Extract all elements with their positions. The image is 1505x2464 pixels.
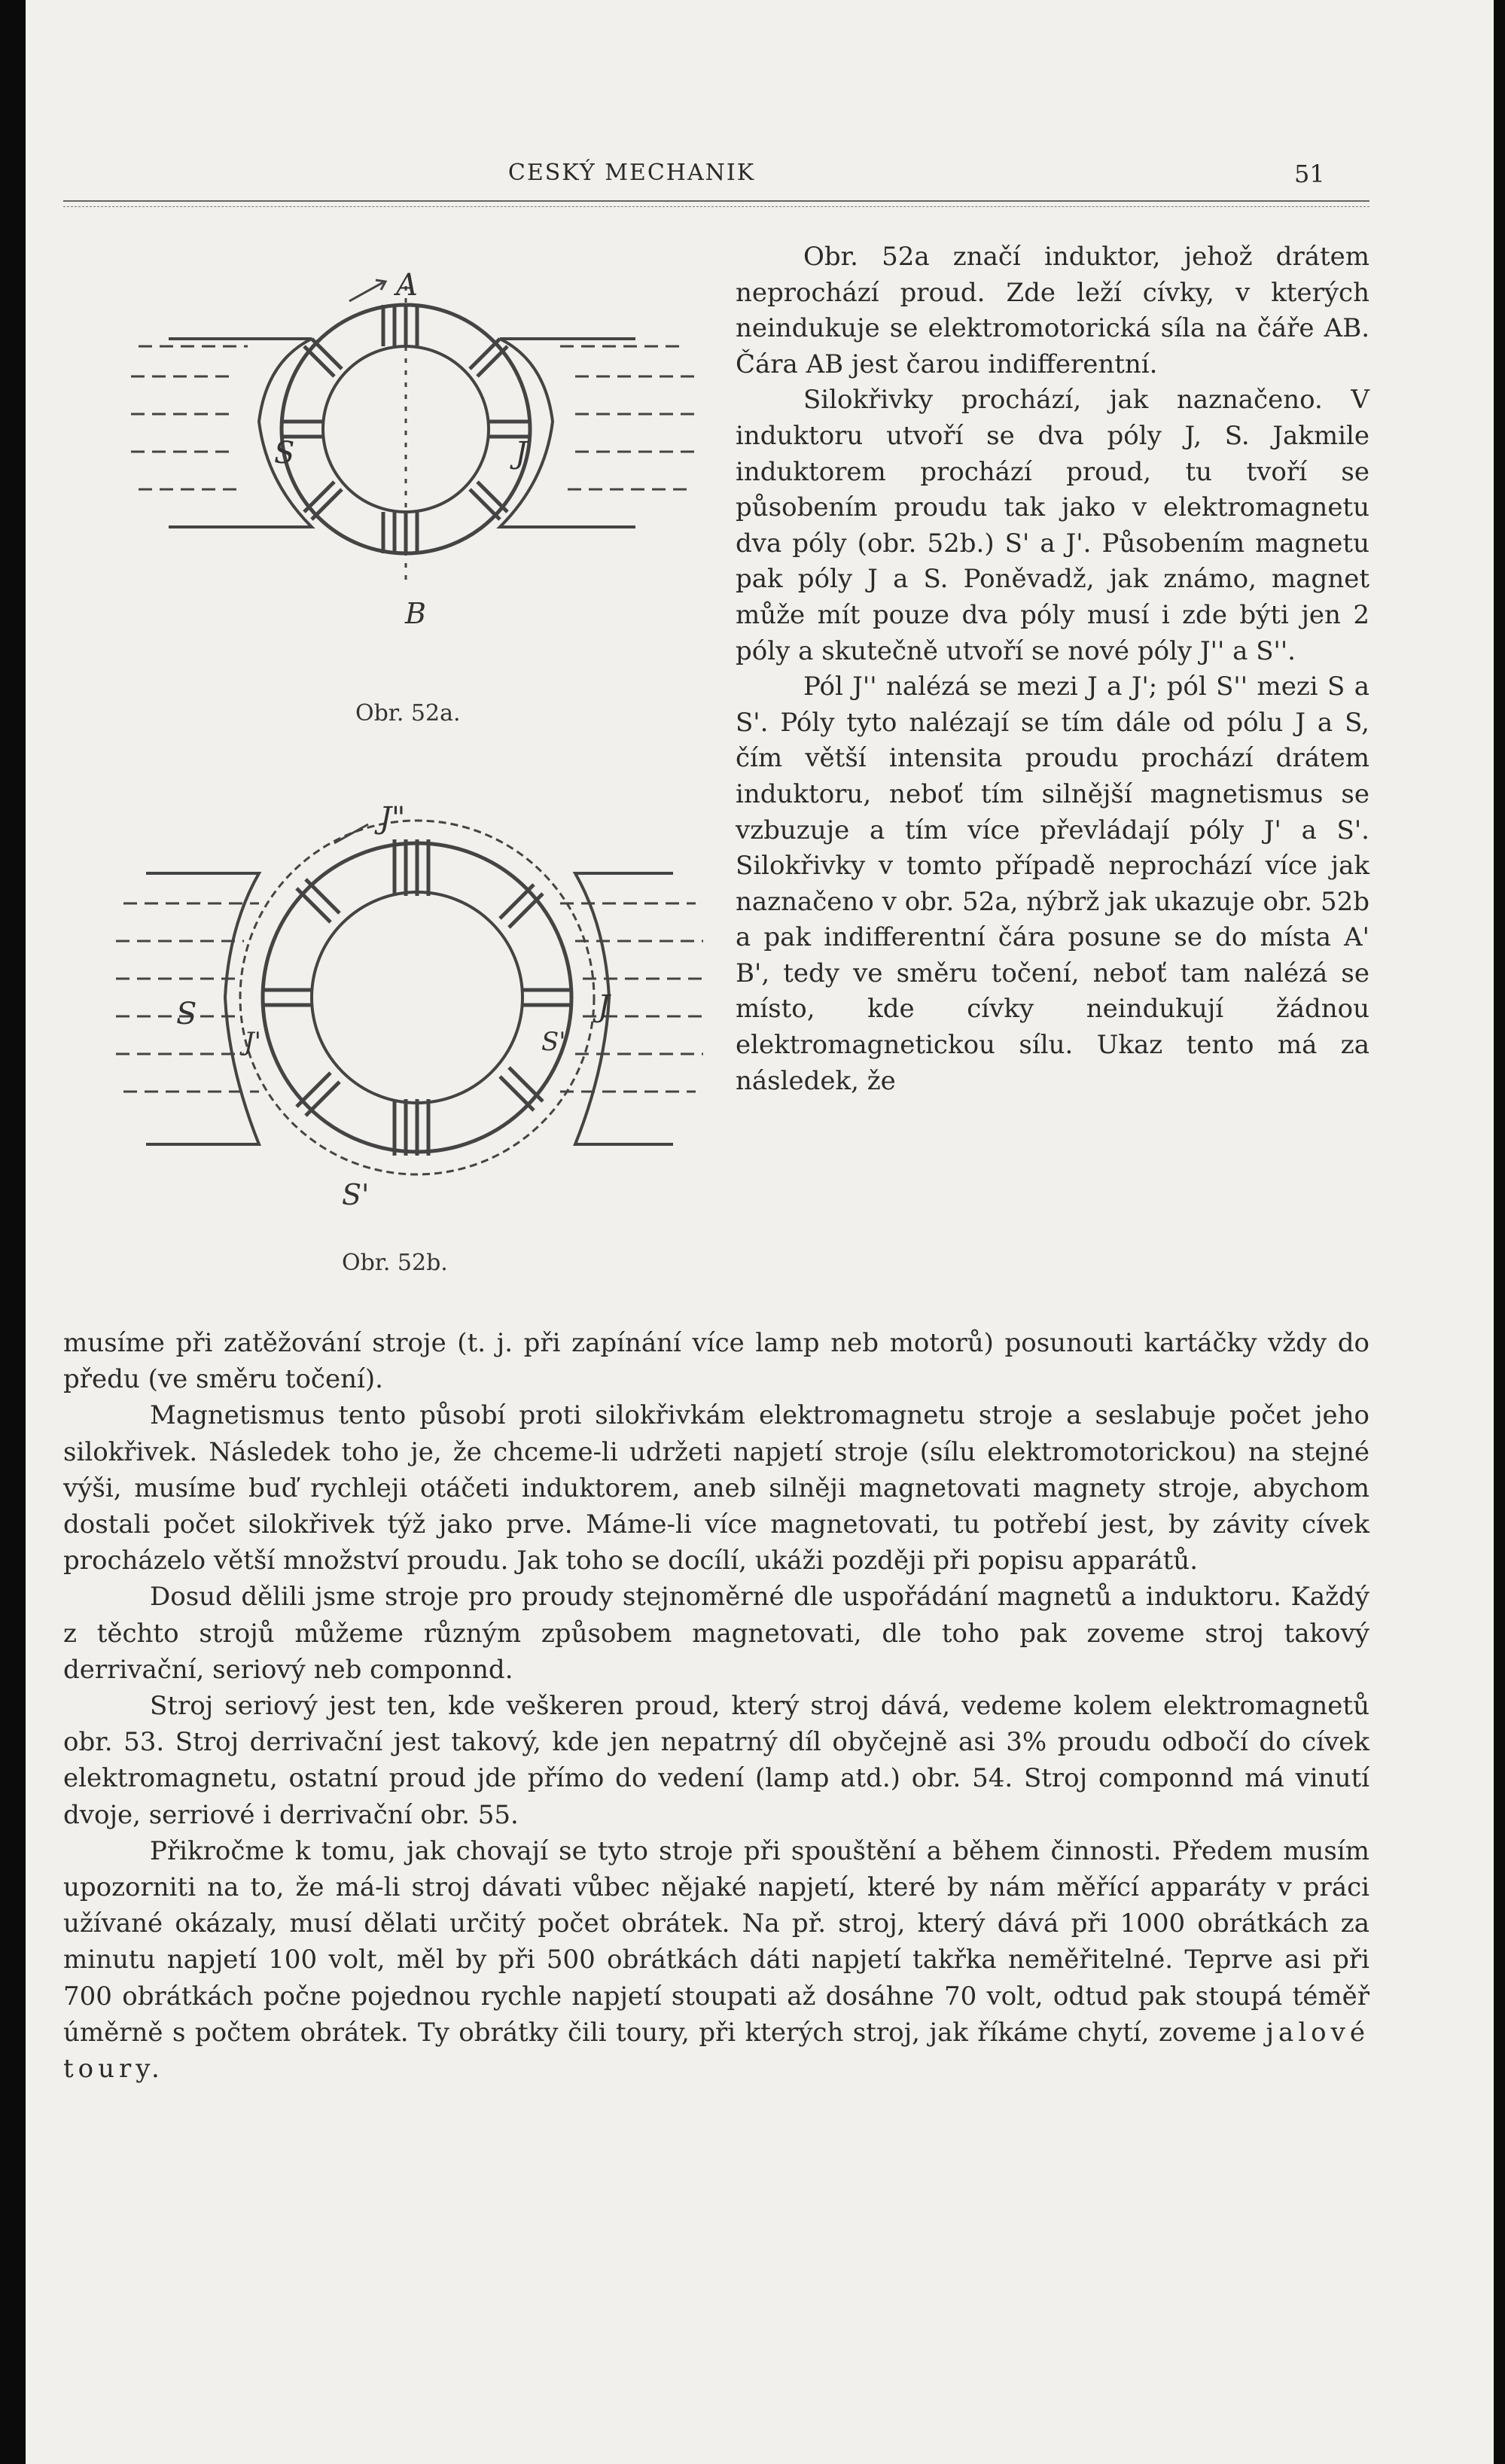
spaced-term: jalové toury. [63, 2017, 1369, 2085]
figure-52b-caption: Obr. 52b. [342, 1250, 448, 1276]
paragraph-4: Magnetismus tento působí proti silokřivkám elektromagnetu stroje a seslabuje počet jeho silokřivek. Následek toho je, že chceme-li udržeti napjetí stroje (sílu elektromotorickou) na stejné výši, musíme buď rychleji otáčeti induktorem, aneb silněji magnetovati magnety stroje, abychom dostali počet silokřivek týž jako prve. Máme-li více magnetovati, tu potřebí jest, by závity cívek procházelo větší množství proudu. Jak toho se docílí, ukáži později při popisu apparátů. [63, 1400, 1369, 1576]
label-j: J [515, 436, 528, 471]
paragraph-5: Dosud dělili jsme stroje pro proudy stejnoměrné dle uspořádání magnetů a induktoru. Každý z těchto strojů můžeme různým způsobem magnetovati, dle toho pak zoveme stroj takový derrivační, seriový neb componnd. [63, 1582, 1369, 1685]
paragraph-7 [63, 1833, 1369, 2087]
figure-52a-drawing [123, 271, 711, 647]
label-j: J [598, 989, 611, 1024]
label-j-double: J" [379, 801, 406, 836]
label-b: B [405, 597, 426, 630]
text-column [736, 239, 1369, 1099]
label-s: S [176, 997, 197, 1031]
paragraph-3: Pól J'' nalézá se mezi J a J'; pól S'' mezi S a S'. Póly tyto nalézají se tím dále od pólu J a S, čím větší intensita proudu prochází drátem induktoru, neboť tím silnější magnetismus se vzbuzuje a tím více převládají póly J' a S'. Silokřivky v tomto případě neprochází více jak naznačeno v obr. 52a, nýbrž jak ukazuje obr. 52b a pak indifferentní čára posune se do místa A' B', tedy ve směru točení, neboť tam nalézá se místo, kde cívky neindukují žádnou elektromagnetickou sílu. Ukaz tento má za následek, že [736, 672, 1369, 1096]
label-j-prime: J' [244, 1027, 261, 1057]
header-rule [63, 200, 1369, 202]
figure-52a [123, 271, 711, 647]
paragraph-3-continued: musíme při zatěžování stroje (t. j. při zapínání více lamp neb motorů) posunouti kartáčky vždy do předu (ve směru točení). [63, 1328, 1369, 1395]
figure-52b-drawing [108, 798, 711, 1220]
label-s-prime: S' [541, 1027, 566, 1057]
text-full-width [63, 1325, 1369, 2087]
figure-52a-caption: Obr. 52a. [355, 700, 461, 726]
label-s-prime-bottom: S' [342, 1178, 370, 1211]
paragraph-6: Stroj seriový jest ten, kde veškeren proud, který stroj dává, vedeme kolem elektromagnetů obr. 53. Stroj derrivační jest takový, kde jen nepatrný díl obyčejně asi 3% proudu odbočí do cívek elektromagnetu, ostatní proud jde přímo do vedení (lamp atd.) obr. 54. Stroj componnd má vinutí dvoje, serriové i derrivační obr. 55. [63, 1691, 1369, 1830]
header-rule-dashed [63, 206, 1369, 207]
paragraph-7-text: Přikročme k tomu, jak chovají se tyto stroje při spouštění a během činnosti. Předem musím upozorniti na to, že má-li stroj dávati vůbec nějaké napjetí, které by nám měřící apparáty v práci užívané okázaly, musí dělati určitý počet obrátek. Na př. stroj, který dává při 1000 obrátkách za minutu napjetí 100 volt, měl by při 500 obrátkách dáti napjetí takřka neměřitelné. Teprve asi při 700 obrátkách počne pojednou rychle napjetí stoupati až dosáhne 70 volt, odtud pak stoupá téměř úměrně s počtem obrátek. Ty obrátky čili toury, při kterých stroj, jak říkáme chytí, zoveme [63, 1835, 1369, 2048]
label-s: S [274, 436, 295, 471]
page-number: 51 [1294, 160, 1325, 188]
label-a: A [396, 271, 418, 303]
figure-52b [108, 798, 711, 1220]
paragraph-2: Silokřivky prochází, jak naznačeno. V induktoru utvoří se dva póly J, S. Jakmile induktorem prochází proud, tu tvoří se působením proudu tak jako v elektromagnetu dva póly (obr. 52b.) S' a J'. Působením magnetu pak póly J a S. Poněvadž, jak známo, magnet může mít pouze dva póly musí i zde býti jen 2 póly a skutečně utvoří se nové póly J'' a S''. [736, 385, 1369, 666]
page [26, 0, 1494, 2464]
paragraph-1: Obr. 52a značí induktor, jehož drátem neprochází proud. Zde leží cívky, v kterých neindukuje se elektromotorická síla na čáře AB. Čára AB jest čarou indifferentní. [736, 242, 1369, 379]
running-title: CESKÝ MECHANIK [507, 160, 756, 186]
